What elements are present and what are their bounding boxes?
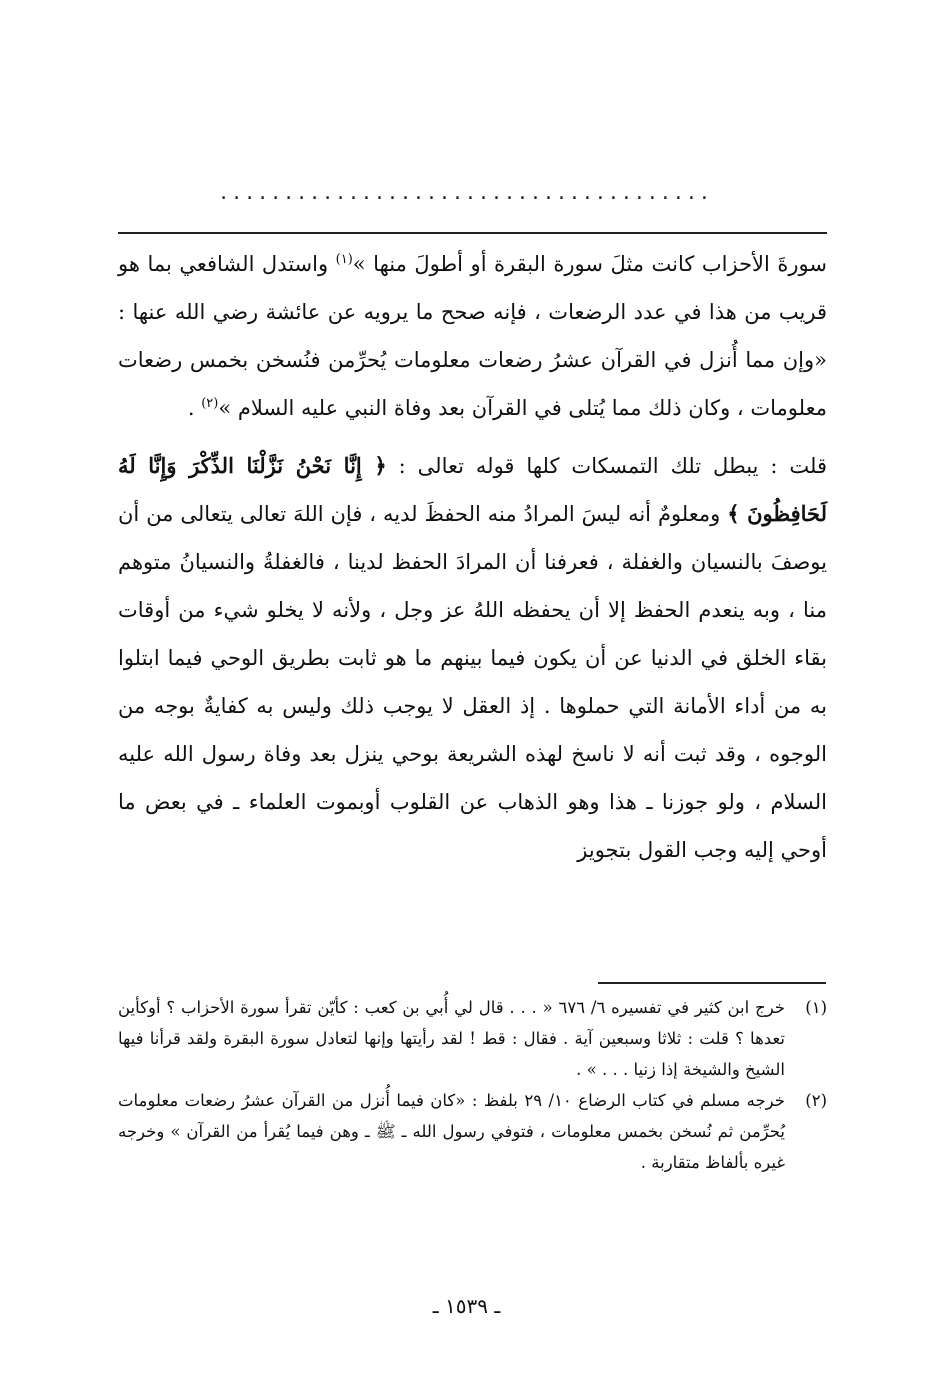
footnote-separator (598, 982, 826, 984)
footnote-ref-2[interactable]: (٢) (201, 396, 219, 411)
omission-dots: ...................................... (220, 180, 714, 205)
footnote-1-text: خرج ابن كثير في تفسيره ٦/ ٦٧٦ « . . . قال لي أُبي بن كعب : كأيّن تقرأ سورة الأحزاب ؟ أوكأين تعدها ؟ قلت : ثلاثا وسبعين آية . فقال : قط ! لقد رأيتها وإنها لتعادل سورة البقرة ولقد قرأنا فيها الشيخ والشيخة إذا زنيا . . . » . (118, 998, 785, 1079)
paragraph-1 (118, 240, 827, 432)
header-rule (118, 232, 827, 234)
page-number: ـ ١٥٣٩ ـ (432, 1294, 501, 1318)
paragraph-1-text-a: سورةَ الأحزاب كانت مثلَ سورة البقرة أو أطولَ منها » (352, 252, 827, 276)
footnote-1-number: (١) (805, 998, 827, 1017)
footnote-2-text: خرجه مسلم في كتاب الرضاع ١٠/ ٢٩ بلفظ : «كان فيما أُنزل من القرآن عشرُ رضعات معلومات يُحرِّمن ثم نُسخن بخمس معلومات ، فتوفي رسول الله ـ ﷺ ـ وهن فيما يُقرأ من القرآن » وخرجه غيره بألفاظ متقاربة . (118, 1091, 786, 1172)
quran-verse: ﴿ إِنَّا نَحْنُ نَزَّلْنَا الذِّكْرَ وَإِنَّا لَهُ لَحَافِظُونَ ﴾ (118, 453, 828, 526)
paragraph-1-end: . (187, 396, 202, 420)
paragraph-2-text: ومعلومٌ أنه ليسَ المرادُ منه الحفظَ لديه ، فإن اللهَ تعالى يتعالى من أن يوصفَ بالنسيان والغفلة ، فعرفنا أن المرادَ الحفظ لدينا ، فالغفلةُ والنسيانُ متوهم منا ، وبه ينعدم الحفظ إلا أن يحفظه اللهُ عز وجل ، ولأنه لا يخلو شيء من أوقات بقاء الخلق في الدنيا عن أن يكون فيما بينهم ما هو ثابت بطريق الوحي فيما ابتلوا به من أداء الأمانة التي حملوها . إذ العقل لا يوجب ذلك وليس به كفايةٌ بوجه من الوجوه ، وقد ثبت أنه لا ناسخ لهذه الشريعة بوحي ينزل بعد وفاة رسول الله عليه السلام ، ولو جوزنا ـ هذا وهو الذهاب عن القلوب أوبموت العلماء ـ في بعض ما أوحي إليه وجب القول بتجويز (118, 502, 827, 862)
footnote-1 (118, 992, 827, 1085)
footnote-ref-1[interactable]: (١) (335, 252, 353, 267)
footnote-2-number: (٢) (805, 1091, 827, 1110)
main-text (118, 240, 827, 874)
footnotes (118, 992, 827, 1178)
paragraph-2-lead: قلت : يبطل تلك التمسكات كلها قوله تعالى : (386, 454, 827, 478)
paragraph-2 (118, 442, 827, 874)
paragraph-1-text-b: واستدل الشافعي بما هو قريب من هذا في عدد الرضعات ، فإنه صحح ما يرويه عن عائشة رضي الله عنها : «وإن مما أُنزل في القرآن عشرُ رضعات معلومات يُحرِّمن فنُسخن بخمس رضعات معلومات ، وكان ذلك مما يُتلى في القرآن بعد وفاة النبي عليه السلام » (118, 252, 827, 420)
footnote-2 (118, 1085, 827, 1178)
